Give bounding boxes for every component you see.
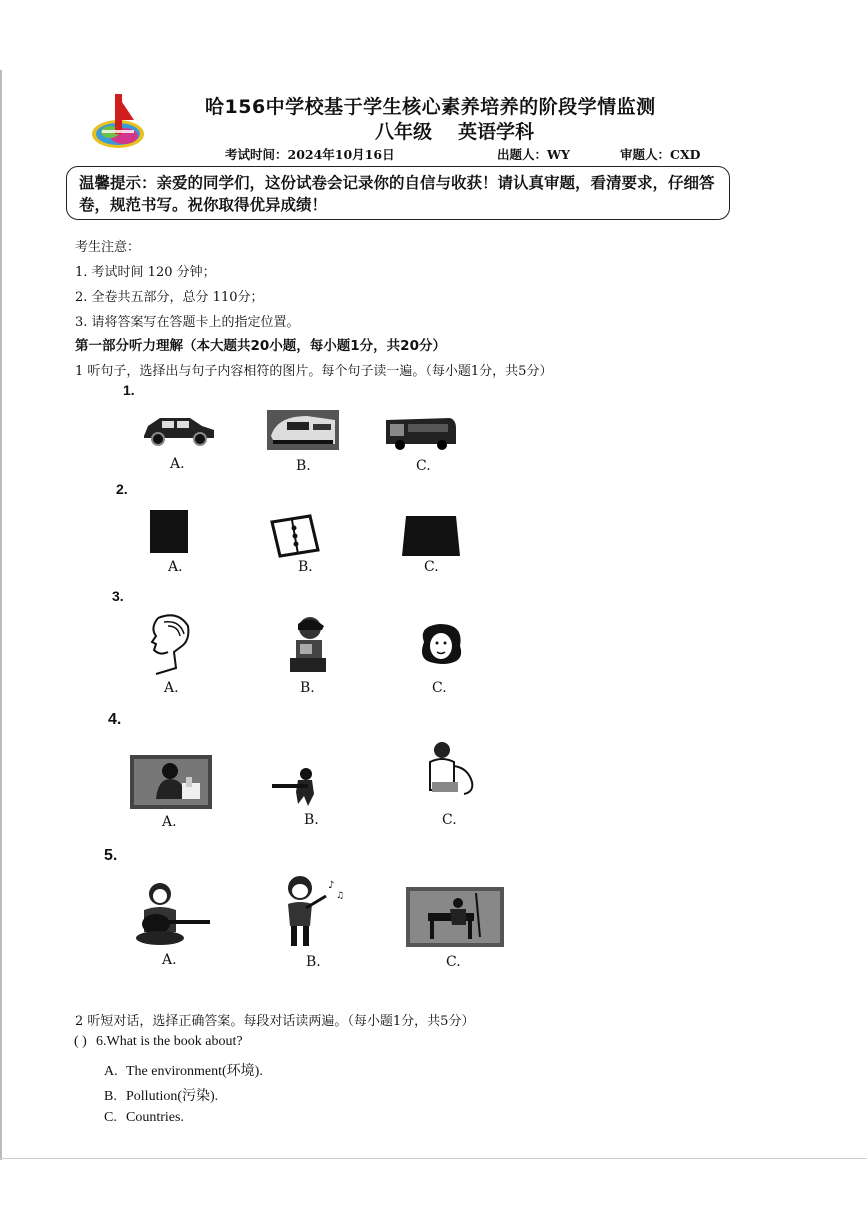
section-two-instructions: 2 听短对话，选择正确答案。每段对话读两遍。（每小题1分，共5分） xyxy=(75,1014,475,1029)
notes-heading: 考生注意： xyxy=(75,240,141,255)
woman-face-icon xyxy=(414,622,468,668)
option-label: B. xyxy=(298,559,313,575)
choice-text: The environment(环境). xyxy=(126,1064,263,1079)
answer-choice xyxy=(104,1060,263,1080)
question-setter: 出题人：WY xyxy=(497,147,570,162)
option-label: C. xyxy=(432,680,447,696)
piano-player-icon xyxy=(406,887,504,947)
question-number: 1. xyxy=(123,382,135,398)
tip-box: 温馨提示：亲爱的同学们，这份试卷会记录你的自信与收获！请认真审题，看清要求，仔细答卷，规范书写。祝你取得优异成绩！ xyxy=(66,166,730,220)
car-icon xyxy=(140,412,218,448)
option-label: A. xyxy=(170,456,185,472)
train-icon xyxy=(267,406,339,452)
option-label: C. xyxy=(416,458,431,474)
bus-icon xyxy=(384,414,458,452)
subject-label: 英语学科 xyxy=(458,121,535,143)
option-label: B. xyxy=(306,954,321,970)
question-number: 3. xyxy=(112,588,124,604)
girl-reading-icon xyxy=(284,614,330,676)
option-label: A. xyxy=(164,680,179,696)
svg-text:♪: ♪ xyxy=(328,880,335,891)
svg-text:♫: ♫ xyxy=(336,891,344,901)
part-one-heading: 第一部分听力理解（本大题共20小题，每小题1分，共20分） xyxy=(75,338,446,354)
choice-letter: B. xyxy=(104,1089,117,1104)
book-icon xyxy=(148,510,190,554)
bag-icon xyxy=(400,514,462,558)
soldier-icon xyxy=(272,766,324,806)
choice-text: Pollution(污染). xyxy=(126,1089,219,1104)
page-edge-left xyxy=(0,70,2,1160)
option-label: B. xyxy=(300,680,315,696)
school-logo-icon xyxy=(90,90,150,152)
note-item: 2. 全卷共五部分，总分 110分； xyxy=(75,290,264,305)
exam-time: 考试时间：2024年10月16日 xyxy=(225,147,395,162)
guitar-boy-icon xyxy=(130,880,214,946)
woman-profile-icon xyxy=(144,612,194,676)
choice-letter: C. xyxy=(104,1110,117,1125)
answer-choice xyxy=(104,1110,184,1126)
option-label: A. xyxy=(168,559,183,575)
option-label: C. xyxy=(442,812,457,828)
note-item: 3. 请将答案写在答题卡上的指定位置。 xyxy=(75,315,300,330)
option-label: B. xyxy=(304,812,319,828)
page-edge-bottom xyxy=(0,1158,867,1159)
option-label: A. xyxy=(162,814,177,830)
exam-subtitle xyxy=(375,117,534,144)
question-number: 4. xyxy=(108,711,122,728)
question-6 xyxy=(74,1034,243,1050)
option-label: A. xyxy=(162,952,177,968)
notebook-icon xyxy=(270,514,320,558)
note-item: 1. 考试时间 120 分钟； xyxy=(75,265,216,280)
violin-boy-icon xyxy=(280,874,344,948)
grade-label: 八年级 xyxy=(375,121,433,143)
choice-text: Countries. xyxy=(126,1110,184,1125)
question-number: 5. xyxy=(104,847,118,864)
question-number: 2. xyxy=(116,481,128,497)
section-one-instructions: 1 听句子，选择出与句子内容相符的图片。每个句子读一遍。（每小题1分，共5分） xyxy=(75,364,553,379)
choice-letter: A. xyxy=(104,1064,118,1079)
doctor-icon xyxy=(424,740,480,800)
option-label: B. xyxy=(296,458,311,474)
option-label: C. xyxy=(424,559,439,575)
answer-choice xyxy=(104,1085,218,1105)
reviewer: 审题人：CXD xyxy=(620,147,701,162)
scientist-icon xyxy=(130,755,212,809)
exam-title: 哈156中学校基于学生核心素养培养的阶段学情监测 xyxy=(205,96,656,118)
option-label: C. xyxy=(446,954,461,970)
question-6-text: 6.What is the book about? xyxy=(96,1034,243,1049)
answer-blank: ( ) xyxy=(74,1034,87,1049)
